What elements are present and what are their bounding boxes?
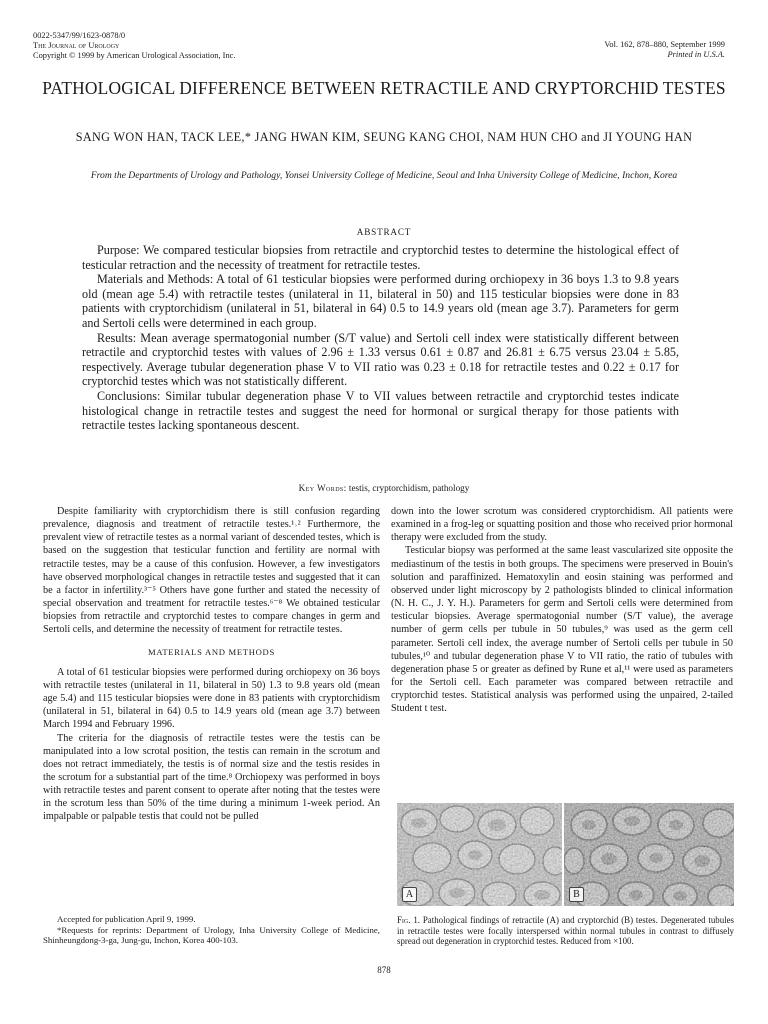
keywords-label: Key Words: [298,483,347,493]
page-number: 878 [377,965,391,975]
author-list: SANG WON HAN, TACK LEE,* JANG HWAN KIM, SEUNG KANG CHOI, NAM HUN CHO and JI YOUNG HAN [75,130,693,144]
figure-caption-label: Fig. 1. [397,915,420,925]
footnote-reprints: *Requests for reprints: Department of Urology, Inha University College of Medicine, Shinheungdong-3-ga, Jung-gu, Inchon, Korea 400-103. [43,924,380,946]
methods-paragraph-2: The criteria for the diagnosis of retractile testes were the testis can be manipulated into a low scrotal position, the testis can remain in the scrotum and does not retract immediately, the testis is of normal size and the testis resides in the scrotum for a substantial part of the time.⁸ Orchiopexy was performed in boys with retractile testes and parent consent to operate after noting that the testes were in the scrotum less than 50% of the time during a minimum 1-week period. An impalpable or palpable testis that could not be pulled [43,732,380,823]
journal-name: The Journal of Urology [33,41,120,50]
abstract-conclusions: Conclusions: Similar tubular degeneration phase V to VII values between retractile and cryptorchid testes indicate histological change in retractile testes and suggest the need for hormonal or surgical therapy for those patients with retractile testes lacking spontaneous descent. [82,388,679,433]
keywords-text: testis, cryptorchidism, pathology [348,483,470,493]
figure-caption-text: Pathological findings of retractile (A) and cryptorchid (B) testes. Degenerated tubules in retractile testes were focally interspersed within normal tubules in contrast to diffusely spread out degeneration in cryptorchid testes. Reduced from ×100. [397,915,735,947]
left-column [43,505,380,824]
micrograph-panel-a [397,803,562,906]
printed-line: Printed in U.S.A. [667,50,725,59]
micrograph-b-image [564,803,734,906]
methods-paragraph-3: down into the lower scrotum was considered cryptorchidism. All patients were examined in a frog-leg or squatting position and those who received prior hormonal therapy were excluded from the study. [391,506,733,544]
footnote-accepted: Accepted for publication April 9, 1999. [57,914,196,924]
figure-1 [397,803,734,906]
methods-paragraph-1: A total of 61 testicular biopsies were performed during orchiopexy on 36 boys with retractile testes (unilateral in 11, bilateral in 50) 1.3 to 9.8 years old (mean age 5.4) and 115 testicular biopsies were done in 83 patients with cryptorchidism (unilateral in 51, bilateral in 64) 0.5 to 14.9 years old (mean age 3.7) between March 1994 and February 1996. [43,666,380,731]
article-title: PATHOLOGICAL DIFFERENCE BETWEEN RETRACTILE AND CRYPTORCHID TESTES [42,78,726,98]
abstract-results: Results: Mean average spermatogonial number (S/T value) and Sertoli cell index were statistically different between retractile and cryptorchid testes with values of 2.96 ± 1.33 versus 0.61 ± 0.87 and 26.81 ± 6.75 versus 23.04 ± 5.85, respectively. Average tubular degeneration phase V to VII ratio was 0.23 ± 0.18 for retractile testes and 0.22 ± 0.17 for cryptorchid testes which was not statistically different. [82,330,679,389]
abstract-heading: ABSTRACT [356,227,412,237]
micrograph-a-image [397,803,562,906]
keywords-line [0,483,768,493]
right-column [391,505,733,716]
panel-a-label: A [402,887,417,902]
micrograph-panel-b [564,803,734,906]
intro-paragraph: Despite familiarity with cryptorchidism there is still confusion regarding prevalence, diagnosis and treatment of retractile testes.¹˒² Furthermore, the prevalent view of retractile testes as a normal variant of descended testes, which is based on the suggestion that testicular function and fertility are normal with retractile testes, may be a cause of this confusion. However, a few investigators have observed morphological changes in retractile testes and suggested that it can be a factor in infertility.³⁻⁵ Others have gone further and stated the necessity of special observation and treatment for retractile testes.⁶⁻⁸ We obtained testicular biopsies from retractile and cryptorchid testes to compare changes in germ and Sertoli cells, and determine the necessity of treatment for retractile testes. [43,506,380,636]
copyright-line: Copyright © 1999 by American Urological Association, Inc. [33,51,236,60]
figure-caption [397,915,734,947]
abstract-body [82,243,679,433]
abstract-purpose: Purpose: We compared testicular biopsies from retractile and cryptorchid testes to determine the histological effect of testicular retraction and the necessity of treatment for retractile testes. [82,243,679,272]
footnotes [43,914,380,946]
affiliation: From the Departments of Urology and Pathology, Yonsei University College of Medicine, Seoul and Inha University College of Medicine, Inchon, Korea [90,170,678,181]
running-header-right [604,40,725,60]
methods-paragraph-4: Testicular biopsy was performed at the same least vascularized site opposite the mediastinum of the testis in both groups. The specimens were preserved in Bouin's solution and paraffinized. Hematoxylin and eosin staining was performed and observed under light microscopy by 2 pathologists blinded to clinical information (N. H. C., J. Y. H.). Parameters for germ and Sertoli cells were determined from testicular biopsies. Average spermatogonial number (S/T value), the average number of germ cells per tubule in 50 tubules,⁹ was used as the germ cell parameter. Sertoli cell index, the average number of Sertoli cells per tubule in 50 tubules,¹⁰ and tubular degeneration phase V to VII ratio, the ratio of tubules with degeneration phase 5 or greater as defined by Rune et al,¹¹ were used as parameters for the Sertoli cell. Each parameter was compared between retractile and cryptorchid testes. Statistical analysis was performed using the unpaired, 2-tailed Student t test. [391,545,733,715]
section-heading-methods: MATERIALS AND METHODS [148,646,275,657]
panel-b-label: B [569,887,584,902]
abstract-methods: Materials and Methods: A total of 61 testicular biopsies were performed during orchiopexy in 36 boys 1.3 to 9.8 years old (mean age 5.4) with retractile testes (unilateral in 11, bilateral in 50) and 115 testicular biopsies were done in 83 patients with cryptorchidism (unilateral in 51, bilateral in 64) 0.5 to 14.9 years old (mean age 3.7). Parameters for germ and Sertoli cells were determined in each group. [82,272,679,330]
issn-code: 0022-5347/99/1623-0878/0 [33,31,126,40]
running-header-left [33,31,235,61]
volume-line: Vol. 162, 878–880, September 1999 [604,40,725,49]
